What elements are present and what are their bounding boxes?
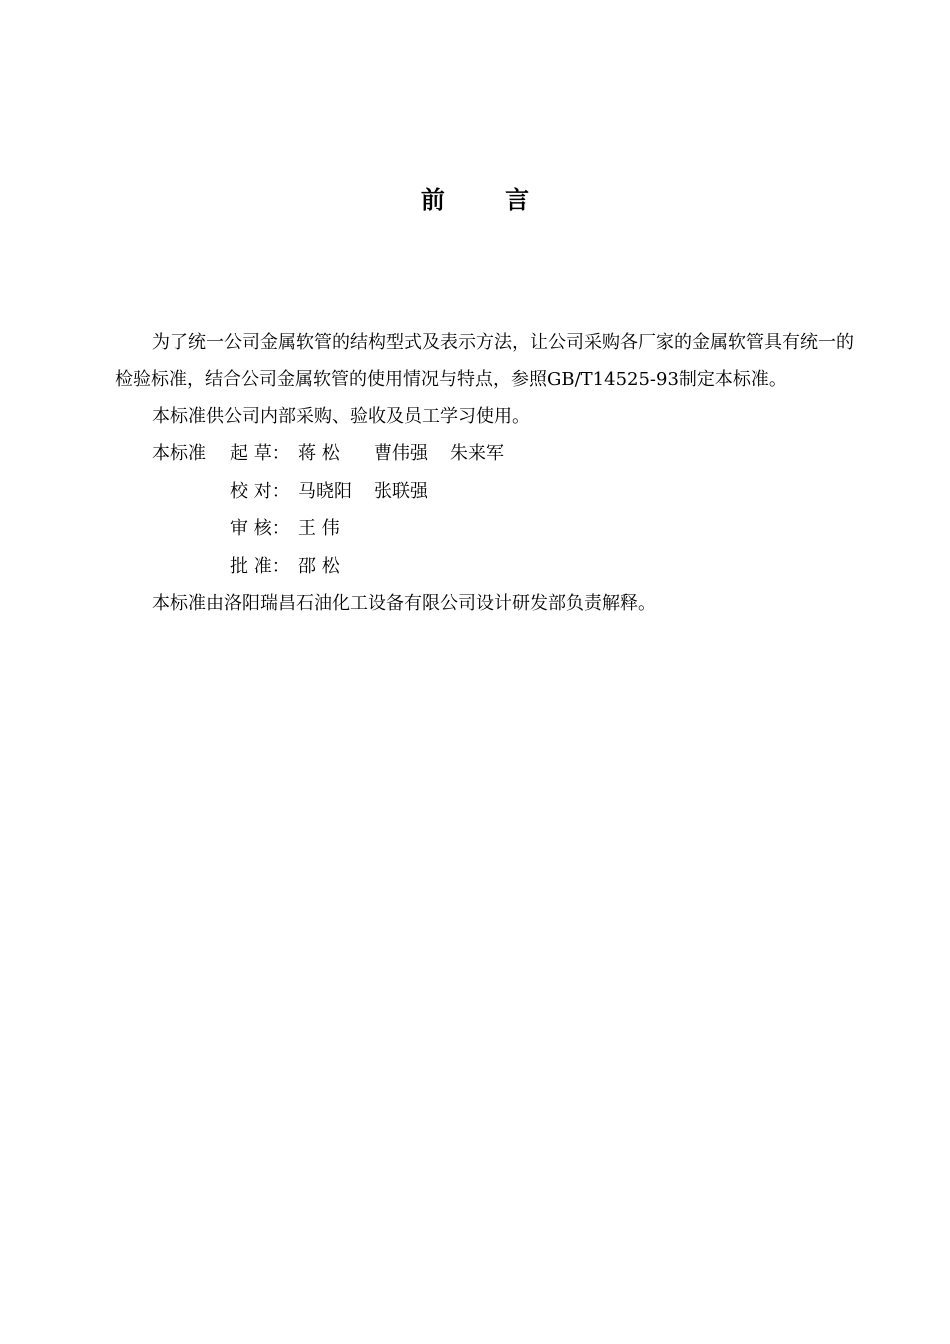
draft-name-2: 曹伟强 xyxy=(374,443,428,464)
preface-paragraph-purpose: 为了统一公司金属软管的结构型式及表示方法，让公司采购各厂家的金属软管具有统一的检验标准，结合公司金属软管的使用情况与特点，参照GB/T14525-93制定本标准。 xyxy=(115,332,854,390)
check-name-1: 马晓阳 xyxy=(298,481,352,502)
approve-name-1: 邵 松 xyxy=(298,556,340,577)
check-name-2: 张联强 xyxy=(374,481,428,502)
page-title: 前 言 xyxy=(420,185,556,214)
preface-paragraph-interpretation: 本标准由洛阳瑞昌石油化工设备有限公司设计研发部负责解释。 xyxy=(152,593,656,614)
draft-name-3: 朱来军 xyxy=(450,443,504,464)
draft-name-1: 蒋 松 xyxy=(298,443,340,464)
preface-paragraph-scope: 本标准供公司内部采购、验收及员工学习使用。 xyxy=(152,406,530,427)
credits-lead-label: 本标准 xyxy=(152,443,206,464)
check-role-label: 校 对： xyxy=(230,481,290,502)
approve-role-label: 批 准： xyxy=(230,556,290,577)
review-role-label: 审 核： xyxy=(230,518,290,539)
review-name-1: 王 伟 xyxy=(298,518,340,539)
draft-role-label: 起 草： xyxy=(230,443,290,464)
